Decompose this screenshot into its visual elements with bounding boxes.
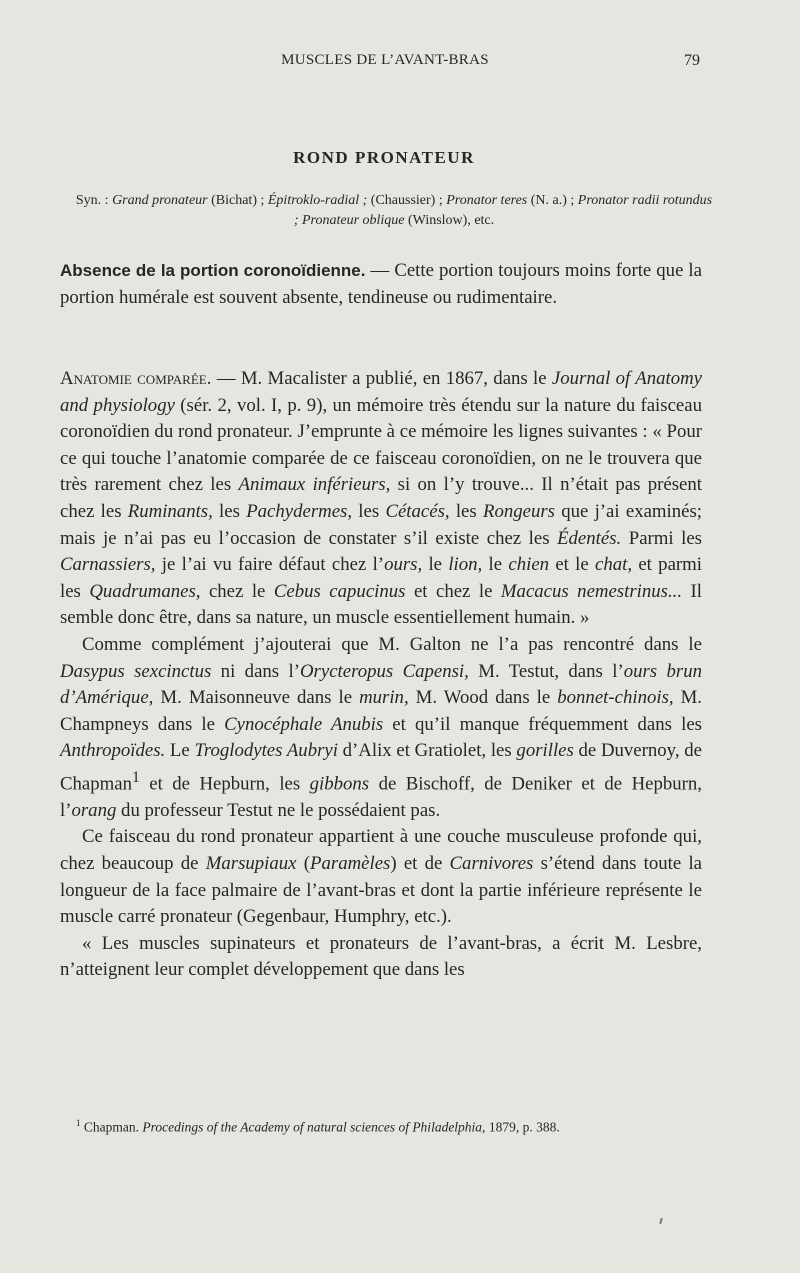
synonym-run: (Winslow), etc. [404,213,495,228]
text-run: Macacus nemestrinus... [500,580,683,602]
text-run: et le [549,554,596,576]
text-run: les [212,500,247,522]
text-run: le [482,554,509,576]
text-run: murin, [359,687,409,709]
synonym-run: (Bichat) ; [207,193,268,208]
synonym-run: Syn. : [75,193,113,208]
text-run: M. Champneys dans le [60,687,703,735]
paragraph-anatomie-comparee [60,366,702,984]
text-run: d’Alix et Gratiolet, les [337,740,517,762]
text-run: Troglodytes Aubryi [194,740,338,762]
text-run: Cebus capucinus [273,580,406,602]
text-run: Anthropoïdes. [60,740,166,762]
text-run: ours, [384,554,423,576]
text-run: Carnivores [449,852,534,874]
text-run: Il semble donc être, dans sa nature, un muscle essentiellement humain. » [60,580,702,629]
text-run: Orycteropus Capensi, [299,660,469,682]
synonym-run: Épitroklo-radial ; [267,193,368,208]
footnote [76,1118,716,1136]
paragraph [60,366,702,632]
synonym-run: (N. a.) ; [527,193,578,208]
text-run: Absence de la portion coronoïdienne. [60,261,366,280]
synonym-run: Grand pronateur [112,193,208,208]
text-run: les [449,500,483,522]
text-run: Parmi les [621,527,702,549]
text-run: Quadrumanes, [89,580,201,602]
text-run: de Bischoff, de Deniker et de Hepburn, l’ [60,773,702,821]
text-run: ( [296,852,311,874]
text-run: Le [165,740,195,762]
text-run: (sér. 2, vol. I, p. 9), un mémoire très étendu sur la nature du faisceau coronoïdien du rond pronateur. J’emprunte à ce mémoire les lignes suivantes : « Pour ce qui touche l’anatomie comparée de ce faisceau coronoïdien, on ne le trouvera que très rarement chez les [60,394,702,496]
text-run: chien [508,554,550,576]
page-number: 79 [684,52,700,69]
text-run: gibbons [309,773,370,795]
running-head [0,52,800,74]
running-title: MUSCLES DE L’AVANT-BRAS [281,52,489,68]
text-run: orang [71,799,117,821]
text-run: Chapman. [80,1119,143,1135]
text-run: Ce faisceau du rond pronateur appartient à une couche musculeuse profonde qui, chez beaucoup de [60,826,702,874]
text-run: s’étend dans toute la longueur de la face palmaire de l’avant-bras et dont la partie inférieure représente le muscle carré pronateur (Gegenbaur, Humphry, etc.). [60,852,702,928]
text-run: lion, [448,554,483,576]
text-run: Cétacés, [385,500,450,522]
text-run: M. Wood dans le [408,687,558,709]
text-run: « Les muscles supinateurs et pronateurs de l’avant-bras, a écrit M. Lesbre, n’atteignent leur complet développement que dans les [60,932,702,981]
text-run: Carnassiers, [60,554,156,576]
text-run: gorilles [516,740,574,762]
text-run: chez le [200,580,274,602]
text-run: M. Testut, dans l’ [468,660,624,682]
synonyms-line [74,191,714,231]
text-run: 1879, p. 388. [485,1119,560,1135]
text-run: Rongeurs [482,500,555,522]
text-run: 1 [131,768,140,786]
text-run: Marsupiaux [205,852,297,874]
text-run: les [352,500,386,522]
text-run: chat, [595,554,633,576]
paragraph [60,931,702,984]
text-run: Pachydermes, [246,500,353,522]
text-run: que j’ai examinés; mais je n’ai pas eu l’occasion de constater s’il existe chez les [60,500,703,549]
paragraph-absence [60,258,702,311]
text-run: Anatomie comparée. [60,368,212,389]
text-run: M. Maisonneuve dans le [153,687,360,709]
text-run: Comme complément j’ajouterai que M. Galton ne l’a pas rencontré dans le [82,633,702,655]
text-run: si on l’y trouve... Il n’était pas présent chez les [60,474,703,522]
text-run: — Cette portion toujours moins forte que la portion humérale est souvent absente, tendineuse ou rudimentaire. [60,260,702,308]
paragraph [60,824,702,930]
synonym-run: (Chaussier) ; [367,193,447,208]
text-run: Cynocéphale Anubis [224,713,384,735]
text-run: Dasypus sexcinctus [60,660,212,682]
text-run: ni dans l’ [211,660,300,682]
text-run: Procedings of the Academy of natural sciences of Philadelphia, [142,1119,486,1135]
section-title: ROND PRONATEUR [293,148,475,167]
text-run: le [422,554,449,576]
page-speck [659,1218,662,1224]
text-run: bonnet-chinois, [557,687,674,709]
text-run: ) et de [390,852,450,874]
text-run: Ruminants, [127,500,213,522]
text-run: de Duvernoy, de Chapman [60,740,702,795]
text-run: Édentés. [557,527,622,549]
paragraph [60,258,702,311]
text-run: — M. Macalister a publié, en 1867, dans le [211,368,552,389]
text-run: je l’ai vu faire défaut chez l’ [155,554,385,576]
text-run: ours brun d’Amérique, [60,660,702,709]
text-run: Animaux inférieurs, [238,474,391,496]
text-run: Journal of Anatomy and physiology [60,368,702,416]
synonym-run: Pronator teres [446,193,528,208]
synonym-run: Pronator radii rotundus ; Pronateur oblique [293,193,713,228]
text-run: et chez le [405,580,501,602]
text-run: et de Hepburn, les [139,773,310,795]
text-run: et parmi les [60,554,702,602]
text-run: et qu’il manque fréquemment dans les [383,713,702,735]
text-run: du professeur Testut ne le possédaient pas. [116,799,441,821]
paragraph [60,632,702,824]
text-run: 1 [76,1118,81,1128]
text-run: Paramèles [310,852,391,874]
